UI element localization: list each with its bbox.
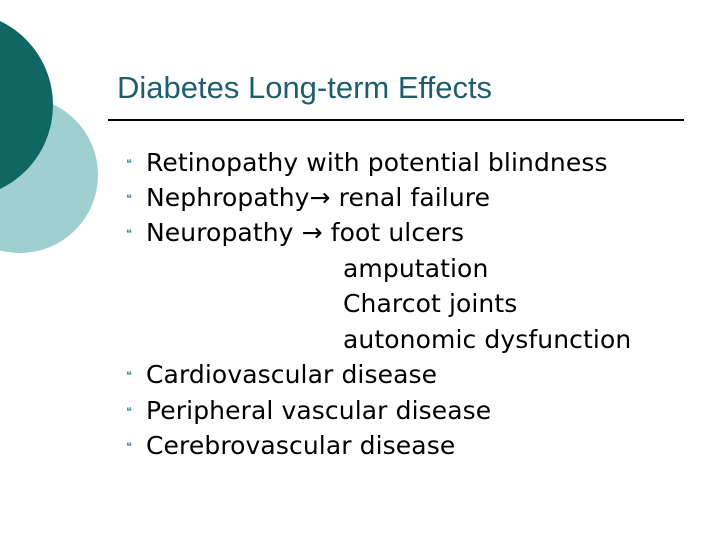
item-text: Cardiovascular disease — [146, 360, 438, 389]
item-text: Nephropathy→ renal failure — [146, 183, 491, 212]
item-text: Charcot joints — [343, 289, 518, 318]
item-text: Retinopathy with potential blindness — [146, 148, 608, 177]
slide-title: Diabetes Long-term Effects — [117, 70, 493, 105]
title-divider — [108, 119, 684, 121]
double-chevron-bullet-icon: ❝ — [126, 369, 132, 382]
item-text: Cerebrovascular disease — [146, 431, 456, 460]
double-chevron-bullet-icon: ❝ — [126, 227, 132, 240]
corner-decoration — [0, 0, 120, 300]
item-text: autonomic dysfunction — [343, 325, 632, 354]
double-chevron-bullet-icon: ❝ — [126, 440, 132, 453]
item-text: Neuropathy → foot ulcers — [146, 218, 465, 247]
double-chevron-bullet-icon: ❝ — [126, 405, 132, 418]
item-text: amputation — [343, 254, 489, 283]
double-chevron-bullet-icon: ❝ — [126, 192, 132, 205]
double-chevron-bullet-icon: ❝ — [126, 157, 132, 170]
item-text: Peripheral vascular disease — [146, 396, 492, 425]
